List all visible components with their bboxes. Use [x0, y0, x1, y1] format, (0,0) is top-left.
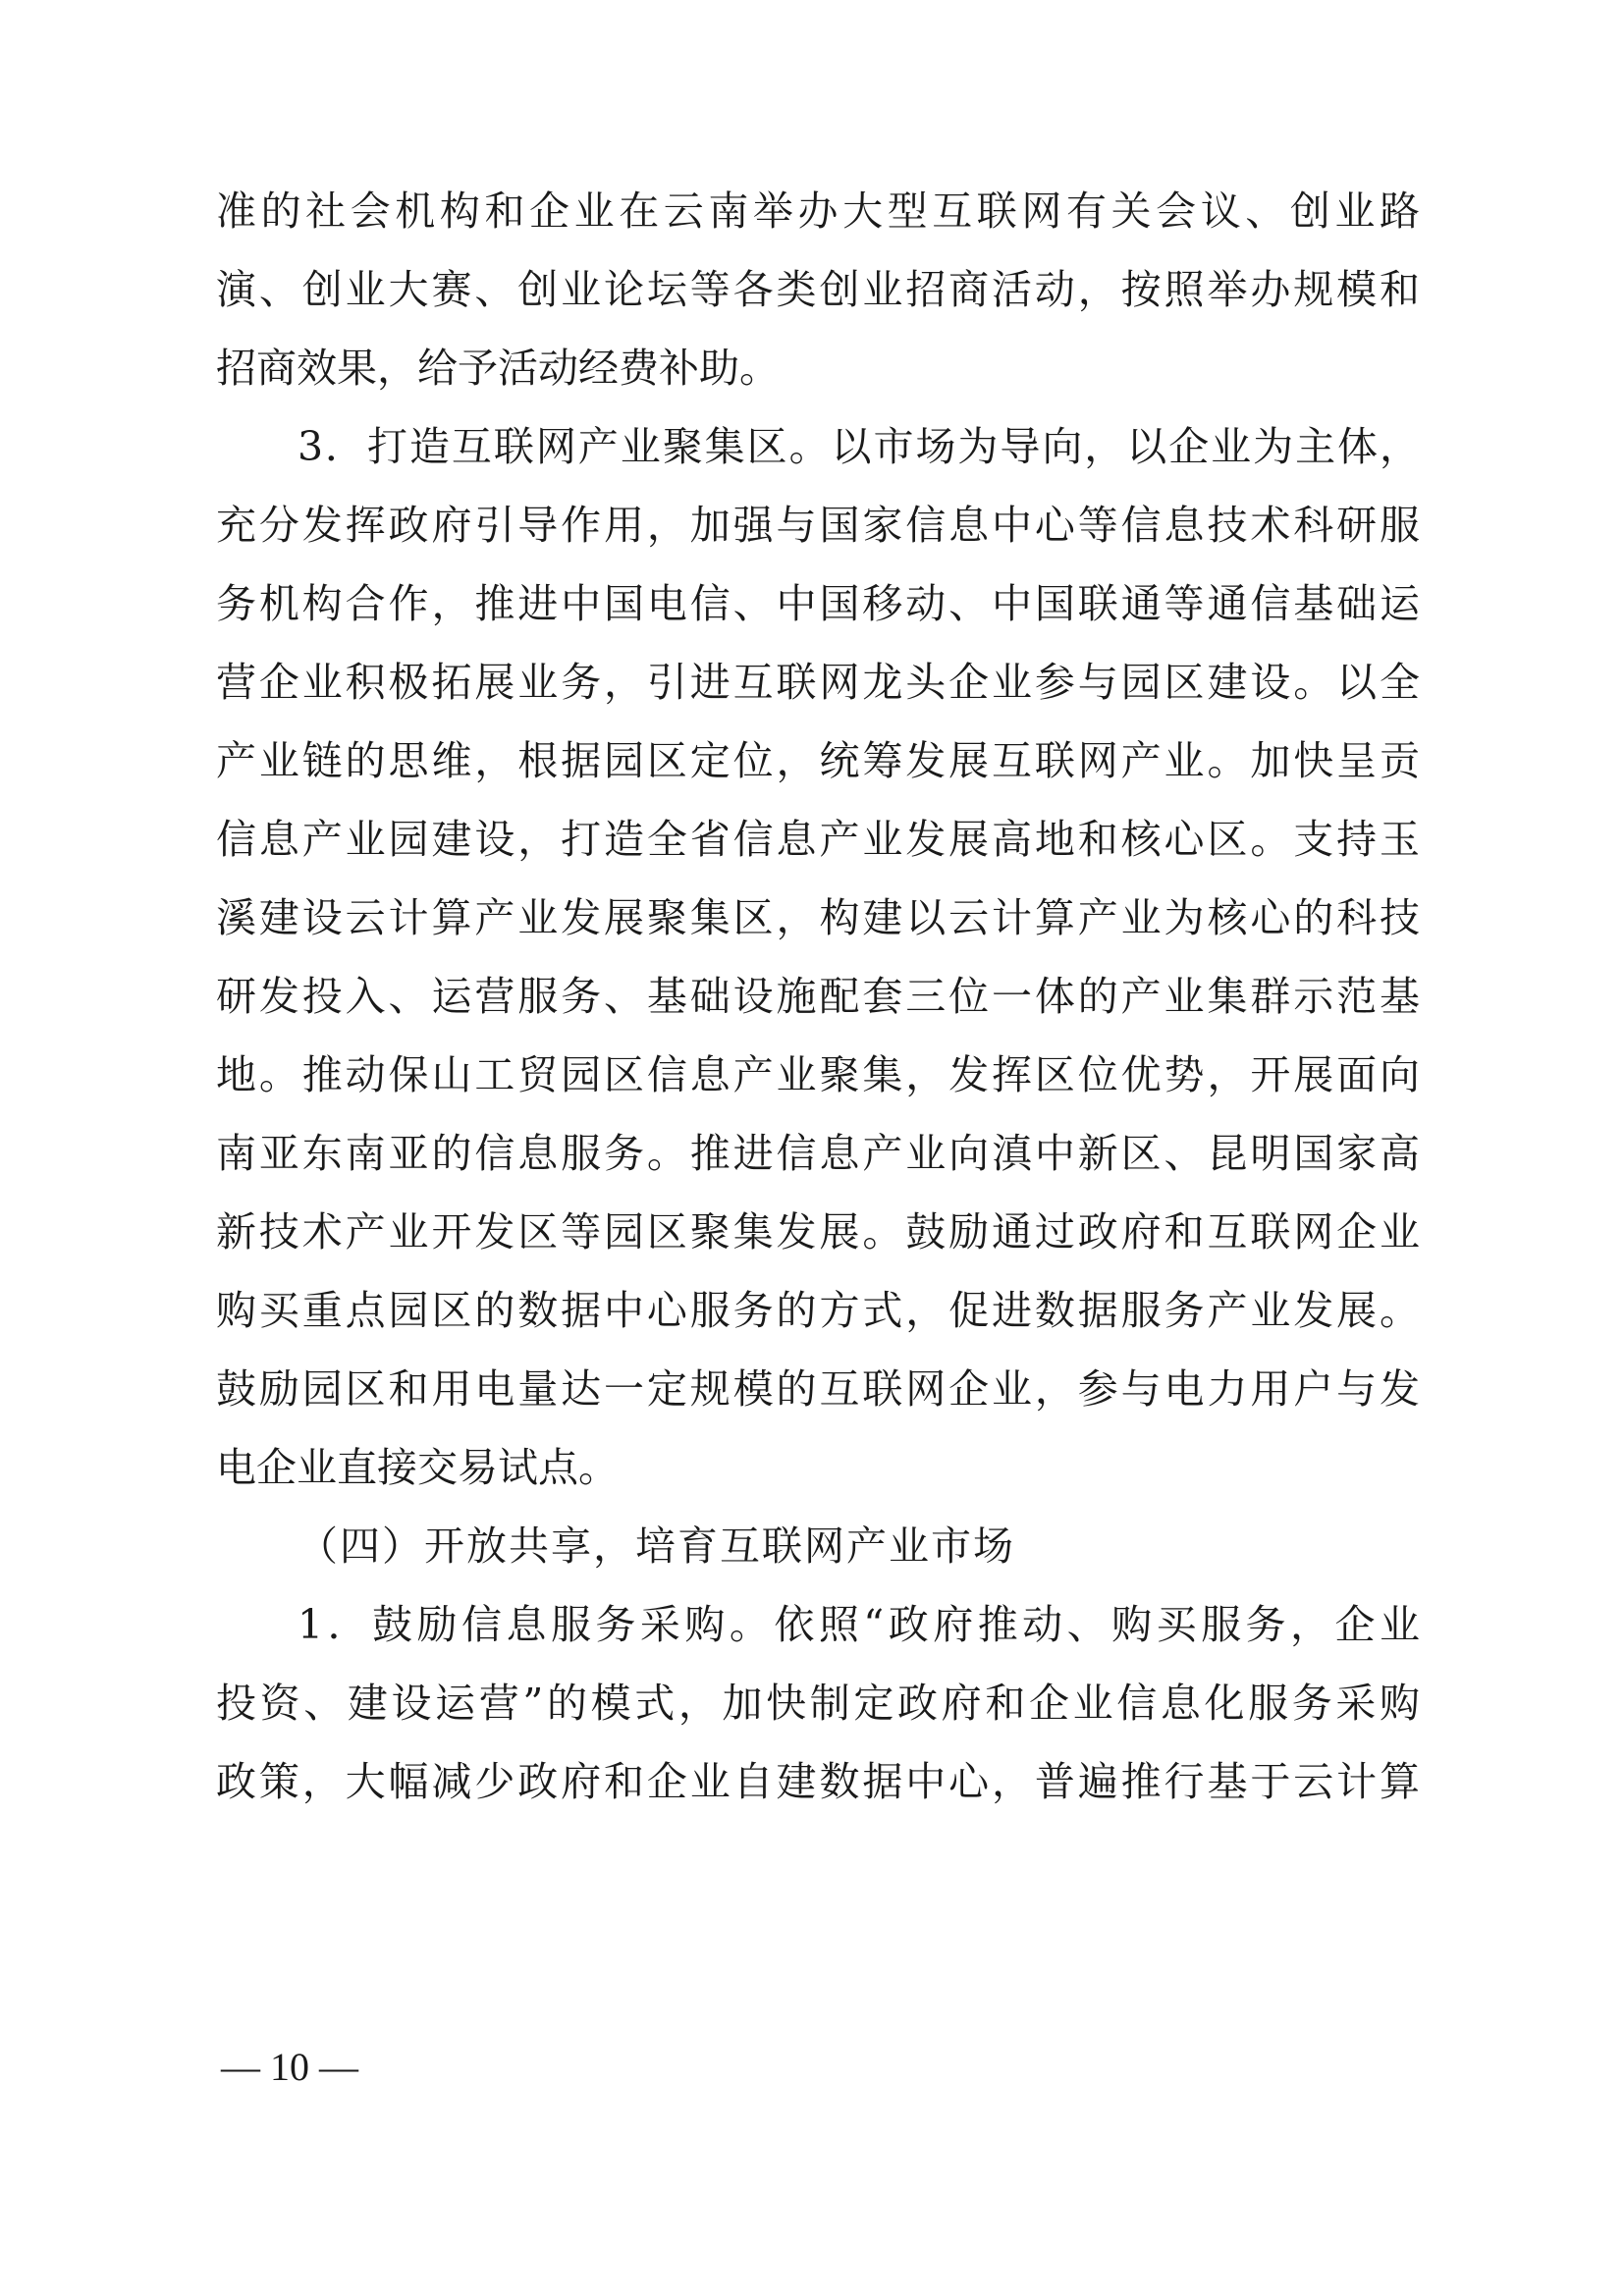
body-line-9: 信息产业园建设，打造全省信息产业发展高地和核心区。支持玉	[216, 816, 1420, 863]
body-line-18: 1．鼓励信息服务采购。依照“政府推动、购买服务，企业	[298, 1601, 1420, 1648]
section-heading: （四）开放共享，培育互联网产业市场	[298, 1522, 1015, 1570]
body-line-6: 务机构合作，推进中国电信、中国移动、中国联通等通信基础运	[216, 580, 1420, 627]
body-line-5: 充分发挥政府引导作用，加强与国家信息中心等信息技术科研服	[216, 502, 1420, 549]
body-line-8: 产业链的思维，根据园区定位，统筹发展互联网产业。加快呈贡	[216, 737, 1420, 784]
page-number: — 10 —	[221, 2045, 358, 2089]
body-line-10: 溪建设云计算产业发展聚集区，构建以云计算产业为核心的科技	[216, 894, 1420, 941]
body-line-2: 演、创业大赛、创业论坛等各类创业招商活动，按照举办规模和	[216, 266, 1420, 313]
body-line-15: 购买重点园区的数据中心服务的方式，促进数据服务产业发展。	[216, 1287, 1420, 1334]
body-line-16: 鼓励园区和用电量达一定规模的互联网企业，参与电力用户与发	[216, 1365, 1420, 1413]
body-line-7: 营企业积极拓展业务，引进互联网龙头企业参与园区建设。以全	[216, 659, 1420, 706]
body-line-19: 投资、建设运营”的模式，加快制定政府和企业信息化服务采购	[216, 1680, 1420, 1727]
body-line-12: 地。推动保山工贸园区信息产业聚集，发挥区位优势，开展面向	[216, 1051, 1420, 1098]
body-line-17: 电企业直接交易试点。	[216, 1444, 619, 1491]
body-line-13: 南亚东南亚的信息服务。推进信息产业向滇中新区、昆明国家高	[216, 1130, 1420, 1177]
body-line-3: 招商效果，给予活动经费补助。	[216, 345, 780, 392]
body-line-4: 3．打造互联网产业聚集区。以市场为导向，以企业为主体，	[298, 423, 1420, 470]
body-line-11: 研发投入、运营服务、基础设施配套三位一体的产业集群示范基	[216, 973, 1420, 1020]
body-line-20: 政策，大幅减少政府和企业自建数据中心，普遍推行基于云计算	[216, 1758, 1420, 1805]
body-line-14: 新技术产业开发区等园区聚集发展。鼓励通过政府和互联网企业	[216, 1208, 1420, 1255]
body-line-1: 准的社会机构和企业在云南举办大型互联网有关会议、创业路	[216, 187, 1420, 235]
